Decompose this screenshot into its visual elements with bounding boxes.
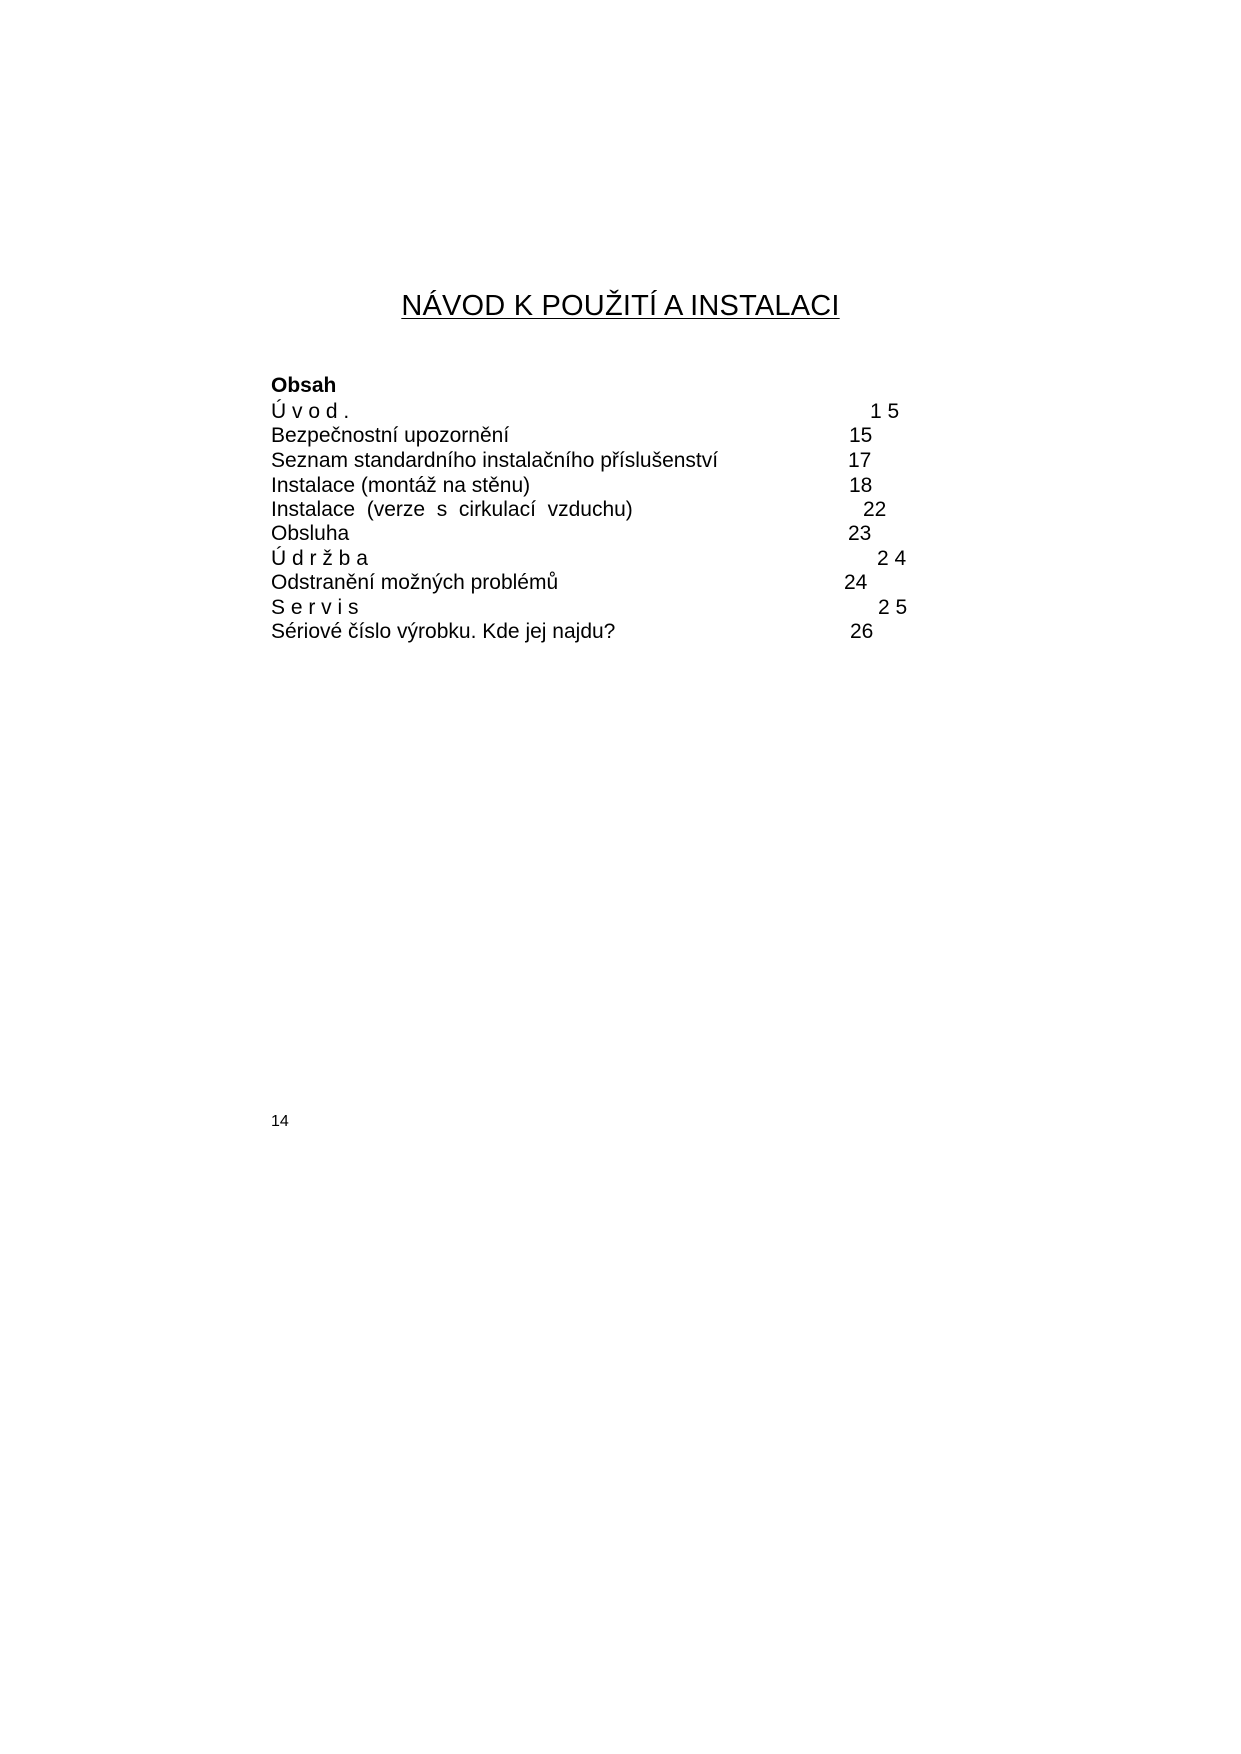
toc-entry (271, 521, 971, 546)
page-number: 14 (271, 1113, 289, 1130)
toc-entry-label: Ú v o d . (271, 400, 350, 423)
toc-entry-page: 23 (848, 522, 872, 545)
toc-entry-label: S e r v i s (271, 596, 359, 619)
toc-entry-page: 17 (848, 449, 872, 472)
toc-entry (271, 497, 971, 522)
toc-entry-page: 15 (849, 424, 873, 447)
toc-heading: Obsah (271, 374, 337, 397)
toc-entry (271, 399, 971, 424)
toc-entry-label: Seznam standardního instalačního příslušenství (271, 449, 719, 472)
toc-entry-page: 22 (863, 498, 887, 521)
toc-entry (271, 595, 971, 620)
toc-entry-label: Ú d r ž b a (271, 547, 368, 570)
toc-entry (271, 423, 971, 448)
toc-entry (271, 619, 971, 644)
toc-entry (271, 570, 971, 595)
toc-entry (271, 546, 971, 571)
toc-entry-page: 1 5 (870, 400, 900, 423)
toc-entry (271, 473, 971, 498)
toc-entry-page: 18 (849, 474, 873, 497)
toc-entry-label: Instalace (verze s cirkulací vzduchu) (271, 498, 633, 521)
page-title: NÁVOD K POUŽITÍ A INSTALACI (401, 290, 840, 322)
toc-entry-label: Instalace (montáž na stěnu) (271, 474, 531, 497)
toc-entry (271, 448, 971, 473)
toc-entry-label: Obsluha (271, 522, 350, 545)
toc-entry-label: Odstranění možných problémů (271, 571, 559, 594)
toc-entry-label: Bezpečnostní upozornění (271, 424, 510, 447)
toc-entry-label: Sériové číslo výrobku. Kde jej najdu? (271, 620, 616, 643)
toc-entry-page: 2 5 (878, 596, 908, 619)
toc-entry-page: 26 (850, 620, 874, 643)
toc-entry-page: 2 4 (877, 547, 907, 570)
toc-entry-page: 24 (844, 571, 868, 594)
